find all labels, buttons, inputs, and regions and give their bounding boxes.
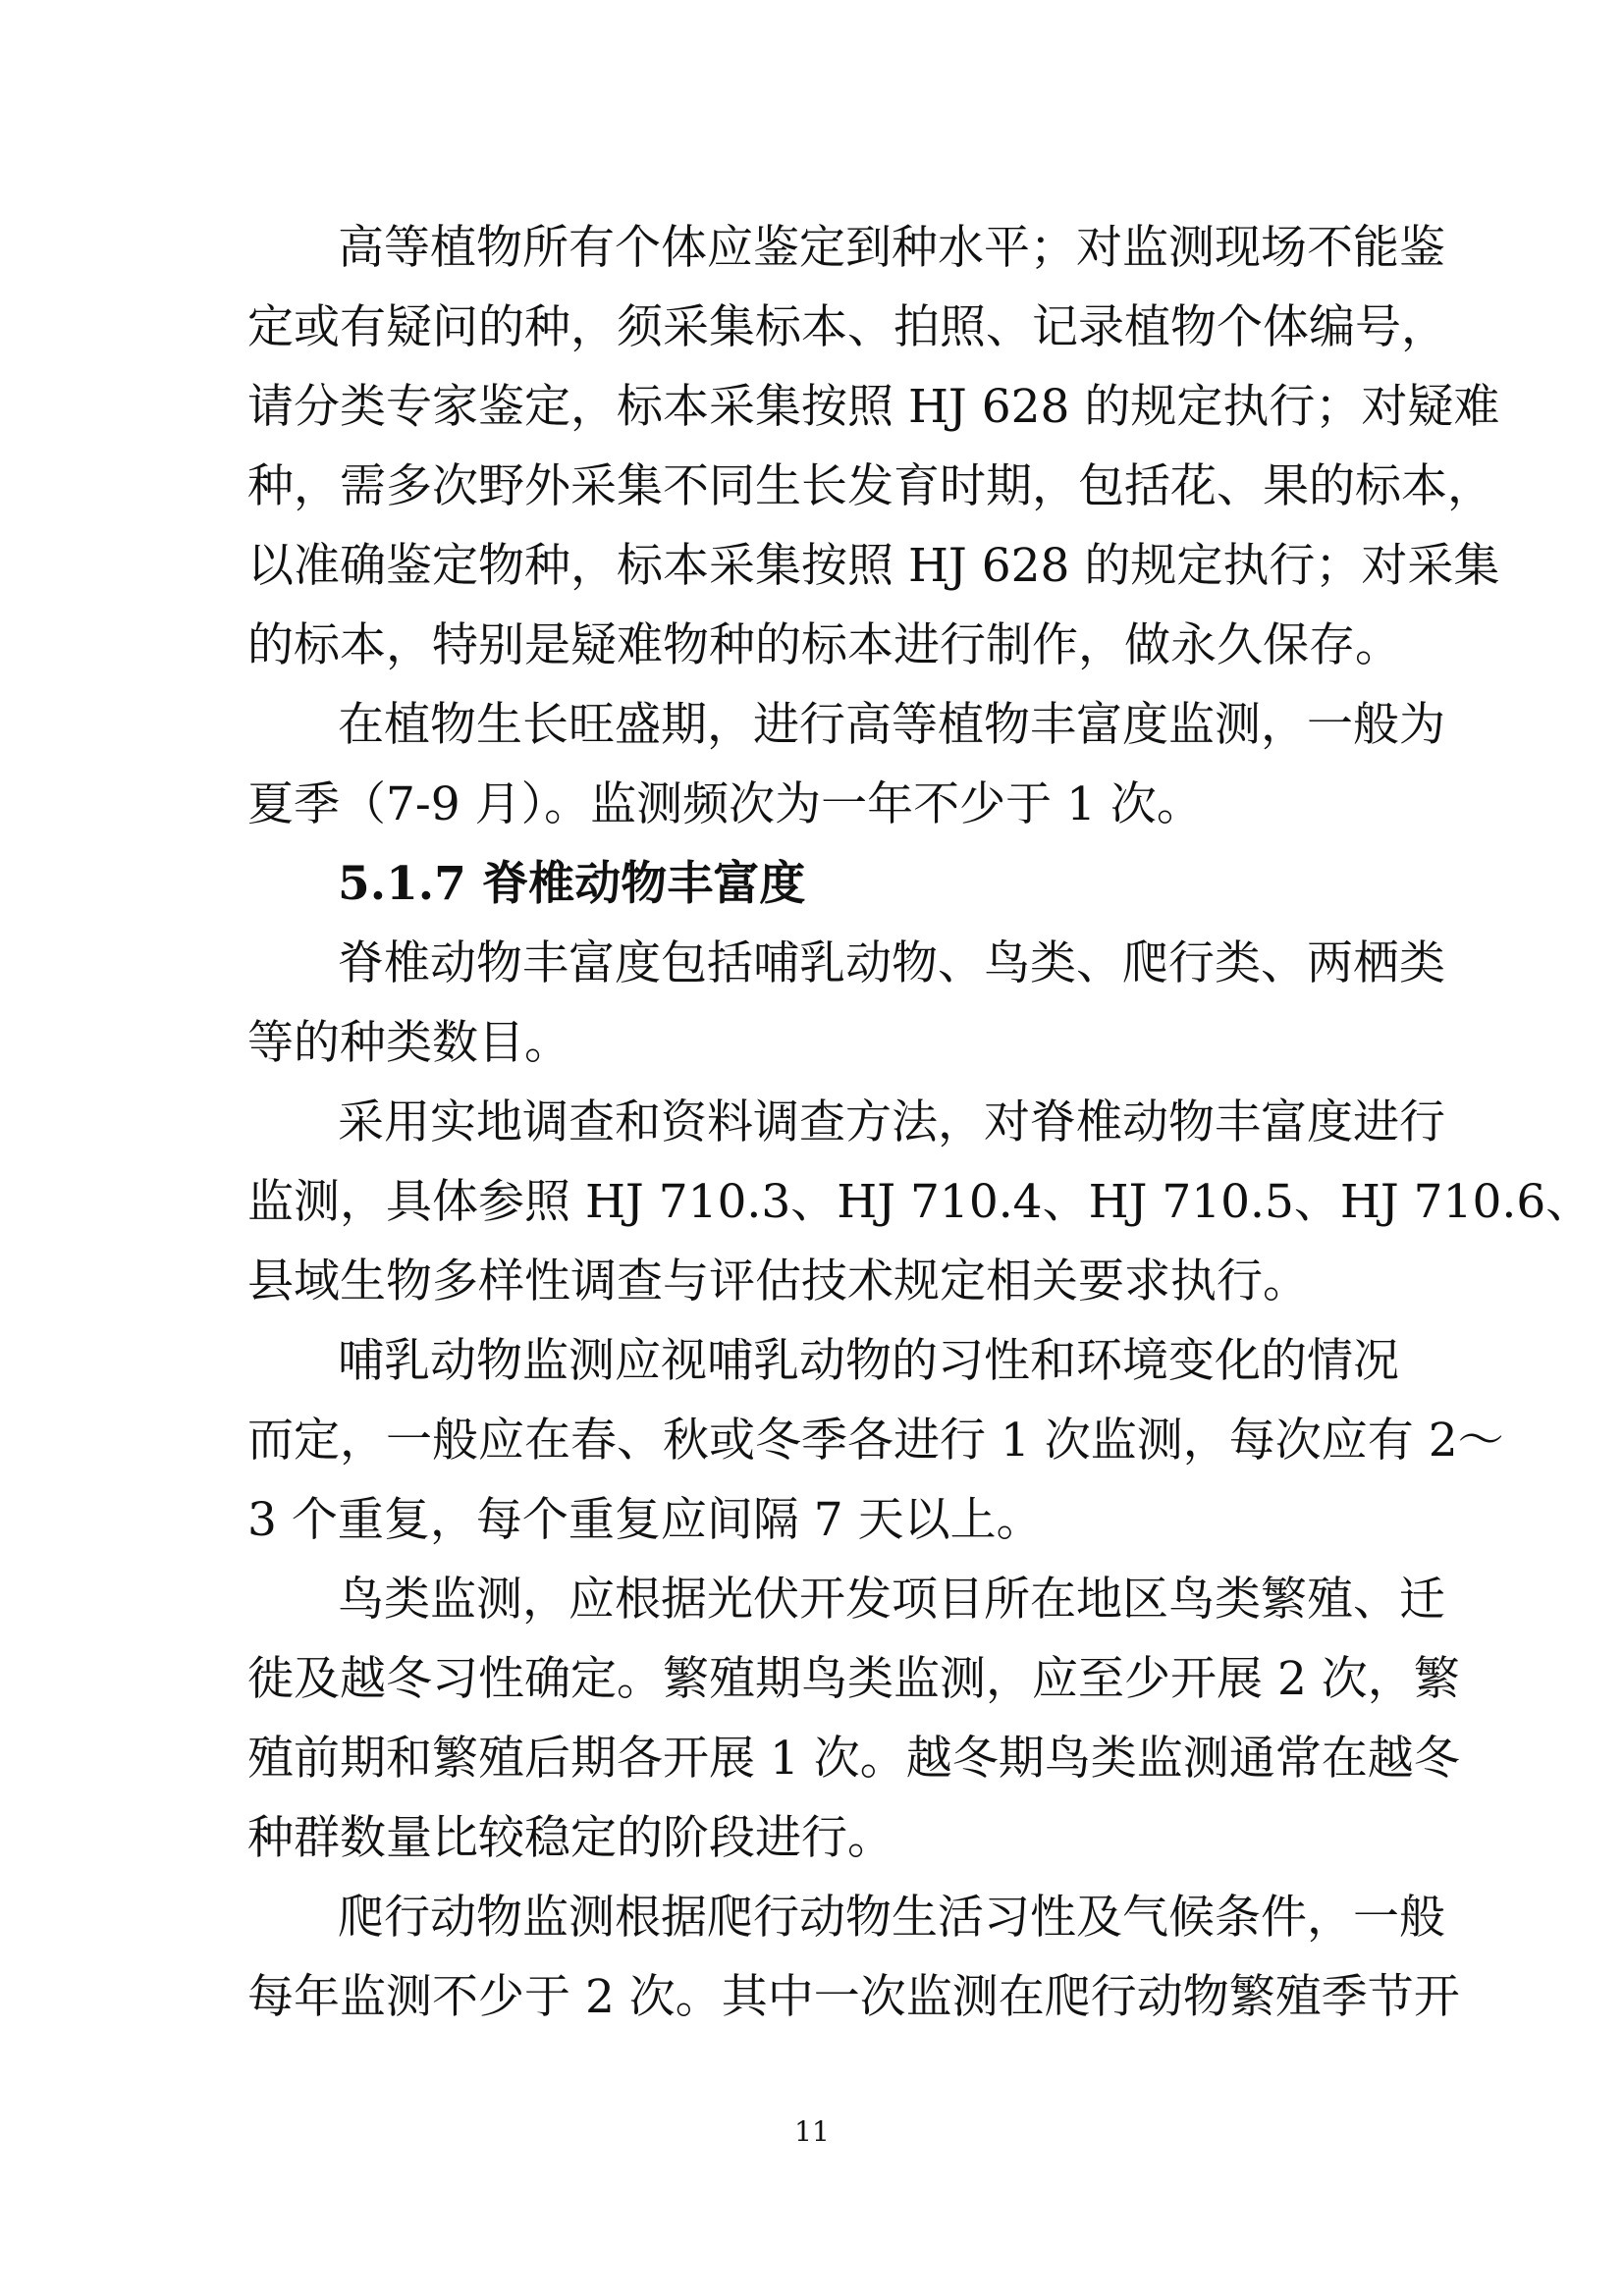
text-line: 定或有疑问的种，须采集标本、拍照、记录植物个体编号， [247, 300, 1447, 354]
text-line: 哺乳动物监测应视哺乳动物的习性和环境变化的情况 [338, 1334, 1399, 1388]
text-line: 采用实地调查和资料调查方法，对脊椎动物丰富度进行 [338, 1095, 1445, 1149]
text-line: 请分类专家鉴定，标本采集按照 HJ 628 的规定执行；对疑难 [247, 380, 1500, 434]
text-line: 而定，一般应在春、秋或冬季各进行 1 次监测，每次应有 2～ [247, 1414, 1504, 1468]
text-line: 殖前期和繁殖后期各开展 1 次。越冬期鸟类监测通常在越冬 [247, 1732, 1460, 1786]
text-line: 种群数量比较稳定的阶段进行。 [247, 1811, 893, 1865]
text-line: 每年监测不少于 2 次。其中一次监测在爬行动物繁殖季节开 [247, 1970, 1460, 2024]
text-line: 以准确鉴定物种，标本采集按照 HJ 628 的规定执行；对采集 [247, 539, 1500, 593]
text-line: 脊椎动物丰富度包括哺乳动物、鸟类、爬行类、两栖类 [338, 936, 1445, 990]
text-line: 鸟类监测，应根据光伏开发项目所在地区鸟类繁殖、迁 [338, 1573, 1445, 1627]
text-line: 等的种类数目。 [247, 1016, 570, 1070]
page-number: 11 [794, 2115, 830, 2148]
text-line: 爬行动物监测根据爬行动物生活习性及气候条件，一般 [338, 1891, 1445, 1945]
text-line: 徙及越冬习性确定。繁殖期鸟类监测，应至少开展 2 次，繁 [247, 1652, 1460, 1706]
section-heading: 5.1.7 脊椎动物丰富度 [338, 857, 806, 911]
text-line: 的标本，特别是疑难物种的标本进行制作，做永久保存。 [247, 618, 1401, 672]
text-line: 夏季（7-9 月）。监测频次为一年不少于 1 次。 [247, 777, 1203, 831]
text-line: 高等植物所有个体应鉴定到种水平；对监测现场不能鉴 [338, 221, 1445, 275]
text-line: 县域生物多样性调查与评估技术规定相关要求执行。 [247, 1255, 1309, 1308]
text-line: 在植物生长旺盛期，进行高等植物丰富度监测，一般为 [338, 698, 1445, 752]
text-line: 3 个重复，每个重复应间隔 7 天以上。 [247, 1493, 1043, 1547]
text-line: 监测，具体参照 HJ 710.3、HJ 710.4、HJ 710.5、HJ 710.6、 [247, 1175, 1593, 1229]
body-text [247, 208, 1593, 2037]
text-line: 种，需多次野外采集不同生长发育时期，包括花、果的标本， [247, 459, 1493, 513]
